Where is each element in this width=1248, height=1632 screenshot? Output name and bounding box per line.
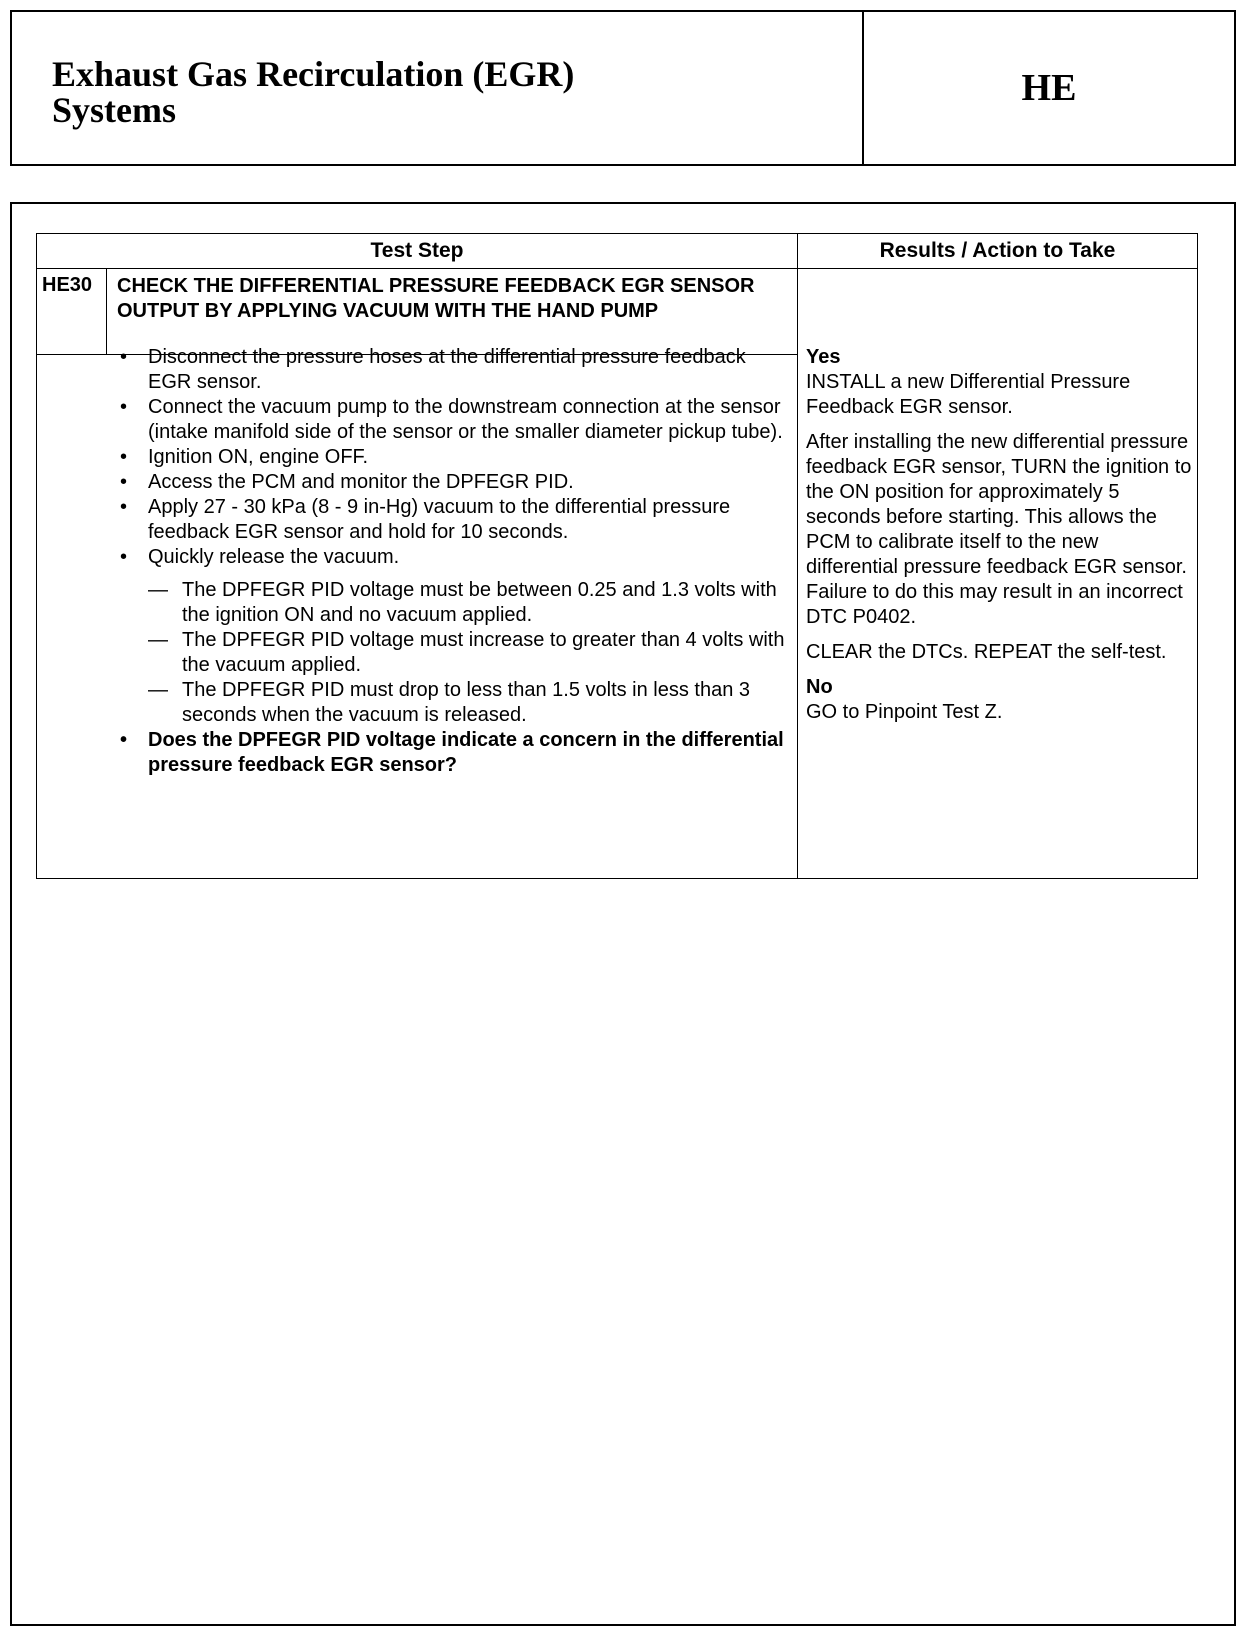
procedure-step: • Apply 27 - 30 kPa (8 - 9 in-Hg) vacuum to the differential pressure feedback EGR sensor and hold for 10 seconds. [114,495,794,545]
procedure-step: • Connect the vacuum pump to the downstream connection at the sensor (intake manifold side of the sensor or the smaller diameter pickup tube). [114,395,794,445]
header-rule [37,268,1197,269]
column-header-results: Results / Action to Take [879,239,1116,262]
page-title [52,56,574,128]
criteria-item: — The DPFEGR PID voltage must increase to greater than 4 volts with the vacuum applied. [148,628,794,678]
criteria-item: — The DPFEGR PID voltage must be between 0.25 and 1.3 volts with the ignition ON and no vacuum applied. [148,578,794,628]
page-title-line1: Exhaust Gas Recirculation (EGR) [52,54,575,94]
yes-label: Yes [806,346,841,368]
results-column [806,345,1194,725]
procedure-step: • Ignition ON, engine OFF. [114,445,794,470]
page-title-line2: Systems [52,90,176,130]
no-action: GO to Pinpoint Test Z. [806,701,1003,723]
procedure-step-text: Quickly release the vacuum. [148,546,400,568]
criteria-list [148,578,794,728]
page-header [10,10,1236,166]
procedure-step-release [114,545,794,728]
no-label: No [806,676,833,698]
yes-clear: CLEAR the DTCs. REPEAT the self-test. [806,641,1167,663]
yes-action: INSTALL a new Differential Pressure Feedback EGR sensor. [806,371,1131,418]
procedure-step: • Access the PCM and monitor the DPFEGR PID. [114,470,794,495]
column-divider [797,234,798,878]
section-code: HE [1021,67,1077,109]
column-header-test-step: Test Step [370,239,464,262]
procedure-list [114,345,794,778]
step-title: CHECK THE DIFFERENTIAL PRESSURE FEEDBACK EGR SENSOR OUTPUT BY APPLYING VACUUM WITH THE HAND PUMP [117,275,755,322]
yes-note: After installing the new differential pressure feedback EGR sensor, TURN the ignition to the ON position for approximately 5 seconds before starting. This allows the PCM to calibrate itself to the new differential pressure feedback EGR sensor. Failure to do this may result in an incorrect DTC P0402. [806,431,1192,628]
step-id-divider [106,268,107,354]
criteria-item: — The DPFEGR PID must drop to less than 1.5 volts in less than 3 seconds when the vacuum is released. [148,678,794,728]
step-id: HE30 [42,274,93,296]
procedure-question: • Does the DPFEGR PID voltage indicate a concern in the differential pressure feedback EGR sensor? [114,728,794,778]
procedure-step: • Disconnect the pressure hoses at the differential pressure feedback EGR sensor. [114,345,794,395]
